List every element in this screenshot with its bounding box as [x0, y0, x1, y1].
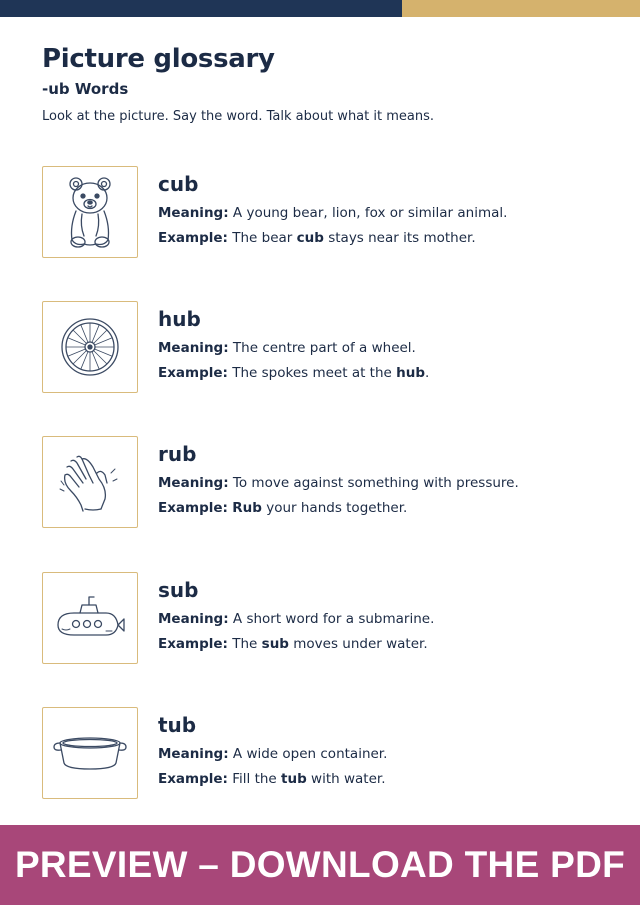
example-label: Example: [158, 230, 228, 246]
preview-banner[interactable] [0, 825, 640, 905]
meaning-text: A short word for a submarine. [232, 611, 435, 627]
glossary-entry-hub [42, 301, 602, 393]
example-keyword: tub [281, 771, 307, 787]
entry-meaning [158, 746, 387, 762]
entry-word: tub [158, 713, 197, 737]
entry-example [158, 636, 428, 652]
meaning-text: A wide open container. [232, 746, 388, 762]
example-label: Example: [158, 500, 228, 516]
glossary-entry-cub [42, 166, 602, 258]
meaning-label: Meaning: [158, 340, 229, 356]
picture-frame [42, 572, 138, 664]
example-text-pre: The bear [232, 230, 297, 246]
picture-frame [42, 301, 138, 393]
meaning-text: The centre part of a wheel. [232, 340, 416, 356]
example-text-post: stays near its mother. [323, 230, 476, 246]
preview-banner-text: PREVIEW – DOWNLOAD THE PDF [14, 844, 626, 885]
bear-cub-icon [58, 174, 122, 250]
wheel-icon [59, 316, 121, 378]
glossary-entry-sub [42, 572, 602, 664]
top-color-bar [0, 0, 640, 17]
meaning-label: Meaning: [158, 475, 229, 491]
example-text-post: with water. [306, 771, 386, 787]
glossary-entry-tub [42, 707, 602, 799]
picture-frame [42, 707, 138, 799]
entry-meaning [158, 205, 507, 221]
example-keyword: cub [296, 230, 324, 246]
page-subtitle: -ub Words [42, 80, 129, 98]
page-title: Picture glossary [42, 44, 275, 74]
entry-word: hub [158, 307, 201, 331]
example-text-post: your hands together. [261, 500, 408, 516]
example-label: Example: [158, 636, 228, 652]
example-keyword: Rub [232, 500, 262, 516]
entry-meaning [158, 475, 519, 491]
meaning-text: A young bear, lion, fox or similar animal. [232, 205, 508, 221]
example-text-pre: Fill the [232, 771, 282, 787]
meaning-label: Meaning: [158, 611, 229, 627]
tub-icon [52, 733, 128, 773]
entry-example [158, 500, 407, 516]
picture-frame [42, 436, 138, 528]
meaning-label: Meaning: [158, 205, 229, 221]
entry-example [158, 230, 476, 246]
top-bar-navy-segment [0, 0, 402, 17]
submarine-icon [52, 593, 128, 643]
example-label: Example: [158, 771, 228, 787]
entry-meaning [158, 340, 416, 356]
glossary-entry-rub [42, 436, 602, 528]
entry-meaning [158, 611, 434, 627]
example-text-post: . [425, 365, 430, 381]
entry-word: rub [158, 442, 197, 466]
meaning-text: To move against something with pressure. [232, 475, 519, 491]
example-text-pre: The spokes meet at the [232, 365, 397, 381]
picture-frame [42, 166, 138, 258]
entry-word: sub [158, 578, 199, 602]
rubbing-hands-icon [57, 449, 123, 515]
example-label: Example: [158, 365, 228, 381]
example-keyword: hub [396, 365, 426, 381]
entry-word: cub [158, 172, 199, 196]
entry-example [158, 365, 429, 381]
entry-example [158, 771, 386, 787]
example-keyword: sub [261, 636, 289, 652]
instructions: Look at the picture. Say the word. Talk about what it means. [42, 109, 434, 124]
top-bar-gold-segment [402, 0, 640, 17]
example-text-pre: The [232, 636, 262, 652]
example-text-post: moves under water. [288, 636, 428, 652]
meaning-label: Meaning: [158, 746, 229, 762]
